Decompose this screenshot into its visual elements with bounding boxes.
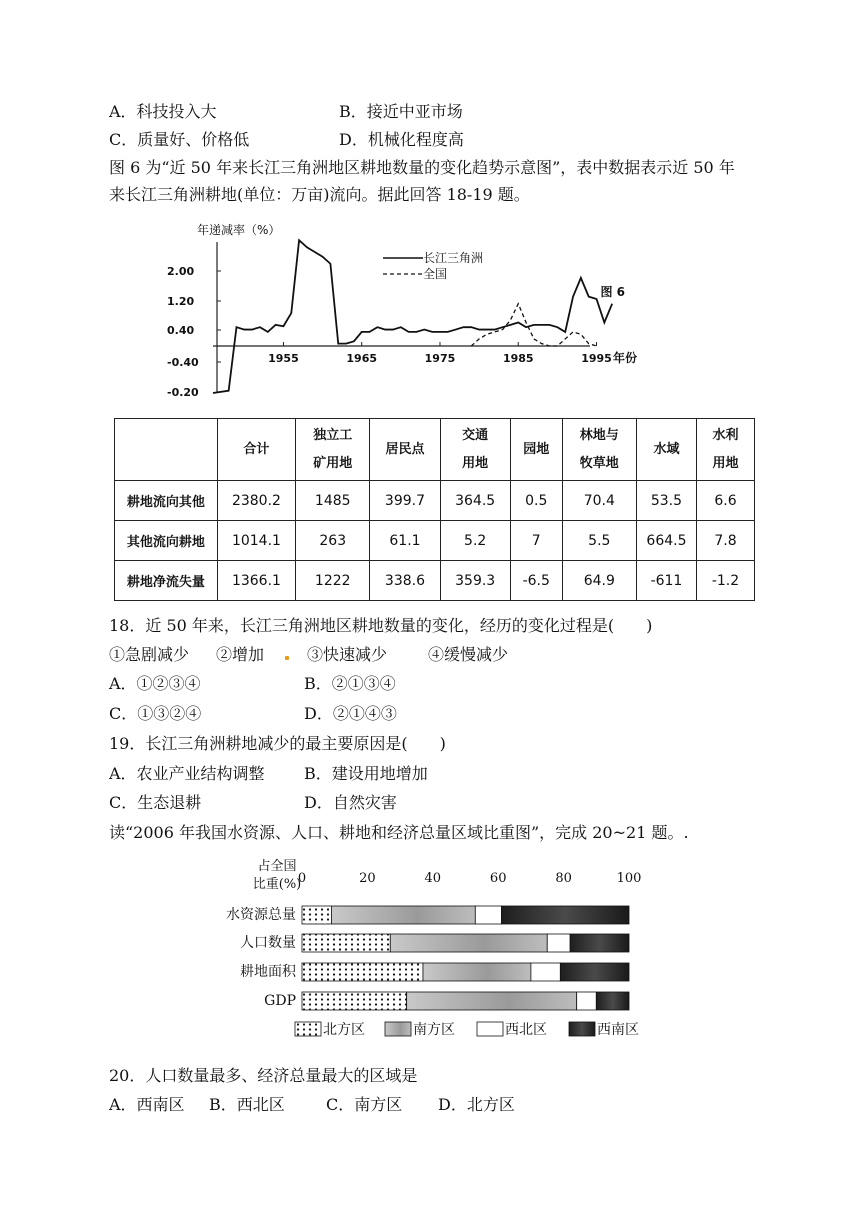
category-label: GDP xyxy=(264,993,296,1009)
y-tick-label: 0.40 xyxy=(167,324,195,337)
legend-swatch-南方区 xyxy=(385,1022,411,1036)
intro-20-21: 读“2006 年我国水资源、人口、耕地和经济总量区域比重图”，完成 20~21 题。. xyxy=(109,823,689,842)
table-header-text: 林地与 xyxy=(579,427,619,443)
series-line-yangtze-delta xyxy=(213,240,612,393)
legend-label-南方区: 南方区 xyxy=(413,1022,455,1038)
axis-title-line-2: 比重(%) xyxy=(252,877,302,892)
bar-segment-南方区 xyxy=(390,934,547,952)
legend-label-yangtze-delta: 长江三角洲 xyxy=(423,251,484,265)
stray-dot xyxy=(285,656,289,660)
table-cell: 664.5 xyxy=(636,521,696,561)
bar-segment-北方区 xyxy=(302,906,331,924)
q18-stem: 18．近 50 年来，长江三角洲地区耕地数量的变化，经历的变化过程是( ) xyxy=(109,616,653,635)
table-cell: 1366.1 xyxy=(217,561,295,601)
x-tick-label: 40 xyxy=(424,871,442,886)
table-cell: -611 xyxy=(636,561,696,601)
q18-item-4: ④缓慢减少 xyxy=(428,645,509,664)
table-header-cell xyxy=(696,419,754,481)
q20-option-d: D．北方区 xyxy=(438,1095,515,1114)
table-header-row xyxy=(115,419,755,481)
table-cell: 359.3 xyxy=(440,561,510,601)
table-header-cell xyxy=(115,419,218,481)
x-tick-label: 80 xyxy=(555,871,572,886)
q17-option-a: A．科技投入大 xyxy=(109,102,217,121)
x-tick-label: 0 xyxy=(297,871,307,886)
cropland-flow-table xyxy=(114,418,755,601)
table-header-text: 园地 xyxy=(523,441,550,457)
legend-label-national: 全国 xyxy=(423,267,448,281)
x-tick-label: 100 xyxy=(616,871,642,886)
table-header-text: 合计 xyxy=(243,441,270,457)
table-header-cell xyxy=(440,419,510,481)
x-tick-label: 1995 xyxy=(581,352,612,365)
table-header-text: 水域 xyxy=(653,441,680,457)
legend-swatch-西北区 xyxy=(477,1022,503,1036)
table-header-text: 交通 xyxy=(462,427,489,443)
q19-stem: 19．长江三角洲耕地减少的最主要原因是( ) xyxy=(109,734,446,753)
bar-segment-西南区 xyxy=(596,992,629,1010)
table-cell: 7.8 xyxy=(696,521,754,561)
q18-option-c: C．①③②④ xyxy=(109,704,202,723)
figure-label: 图 6 xyxy=(600,285,625,299)
bar-segment-西南区 xyxy=(560,963,629,981)
table-cell: 7 xyxy=(510,521,562,561)
q18-item-1: ①急剧减少 xyxy=(109,645,190,664)
table-header-text: 用地 xyxy=(712,455,739,471)
table-cell: 263 xyxy=(296,521,370,561)
y-tick-label: 2.00 xyxy=(167,265,195,278)
category-label: 人口数量 xyxy=(240,935,296,951)
q17-option-d: D．机械化程度高 xyxy=(339,130,464,149)
bar-segment-西北区 xyxy=(577,992,597,1010)
q18-item-3: ③快速减少 xyxy=(307,645,388,664)
q19-option-b: B．建设用地增加 xyxy=(304,764,428,783)
q18-option-d: D．②①④③ xyxy=(304,704,397,723)
table-cell: 338.6 xyxy=(370,561,440,601)
bar-segment-南方区 xyxy=(331,906,475,924)
table-row xyxy=(115,481,755,521)
q20-option-a: A．西南区 xyxy=(109,1095,185,1114)
table-header-cell xyxy=(217,419,295,481)
table-cell: 64.9 xyxy=(562,561,636,601)
intro-18-19-line-1: 图 6 为“近 50 年来长江三角洲地区耕地数量的变化趋势示意图”，表中数据表示近 50 年 xyxy=(109,158,735,177)
x-tick-label: 20 xyxy=(359,871,376,886)
bar-segment-西北区 xyxy=(547,934,570,952)
q20-option-b: B．西北区 xyxy=(209,1095,285,1114)
bar-segment-南方区 xyxy=(423,963,531,981)
legend-label-西南区: 西南区 xyxy=(597,1022,639,1038)
q18-item-2: ②增加 xyxy=(216,645,265,664)
bar-segment-西南区 xyxy=(501,906,629,924)
table-cell: 1485 xyxy=(296,481,370,521)
table-header-text: 矿用地 xyxy=(313,455,353,471)
bar-segment-南方区 xyxy=(407,992,577,1010)
table-cell: 6.6 xyxy=(696,481,754,521)
table-row-label: 耕地流向其他 xyxy=(115,481,218,521)
x-tick-label: 60 xyxy=(489,871,507,886)
legend-label-西北区: 西北区 xyxy=(505,1022,547,1038)
cropland-decline-line-chart xyxy=(165,214,645,404)
legend-swatch-西南区 xyxy=(569,1022,595,1036)
table-cell: 2380.2 xyxy=(217,481,295,521)
bar-segment-北方区 xyxy=(302,934,390,952)
table-cell: 61.1 xyxy=(370,521,440,561)
table-header-cell xyxy=(296,419,370,481)
table-cell: -6.5 xyxy=(510,561,562,601)
table-header-text: 独立工 xyxy=(313,427,353,443)
table-cell: 0.5 xyxy=(510,481,562,521)
table-cell: 364.5 xyxy=(440,481,510,521)
q20-stem: 20．人口数量最多、经济总量最大的区域是 xyxy=(109,1066,418,1085)
q17-option-b: B．接近中亚市场 xyxy=(339,102,463,121)
table-header-text: 用地 xyxy=(462,455,489,471)
x-tick-label: 1955 xyxy=(268,352,299,365)
q20-option-c: C．南方区 xyxy=(326,1095,403,1114)
x-tick-label: 1975 xyxy=(424,352,456,365)
q18-option-b: B．②①③④ xyxy=(304,674,396,693)
table-cell: 53.5 xyxy=(636,481,696,521)
bar-segment-西南区 xyxy=(570,934,629,952)
x-axis-label: 年份 xyxy=(613,351,638,365)
legend-swatch-北方区 xyxy=(295,1022,321,1036)
table-cell: 5.5 xyxy=(562,521,636,561)
table-header-cell xyxy=(636,419,696,481)
bar-segment-西北区 xyxy=(531,963,560,981)
table-header-text: 牧草地 xyxy=(579,455,619,471)
table-header-cell xyxy=(370,419,440,481)
table-cell: 5.2 xyxy=(440,521,510,561)
x-tick-label: 1965 xyxy=(346,352,378,365)
table-header-cell xyxy=(562,419,636,481)
intro-18-19-line-2: 来长江三角洲耕地(单位：万亩)流向。据此回答 18-19 题。 xyxy=(109,185,530,204)
q19-option-c: C．生态退耕 xyxy=(109,793,202,812)
legend-label-北方区: 北方区 xyxy=(323,1022,365,1038)
table-header-text: 水利 xyxy=(712,427,739,443)
category-label: 耕地面积 xyxy=(240,964,296,980)
bar-segment-西北区 xyxy=(475,906,501,924)
table-cell: 70.4 xyxy=(562,481,636,521)
bar-segment-北方区 xyxy=(302,963,423,981)
q19-option-d: D．自然灾害 xyxy=(304,793,397,812)
table-cell: -1.2 xyxy=(696,561,754,601)
bar-segment-北方区 xyxy=(302,992,407,1010)
table-cell: 1222 xyxy=(296,561,370,601)
table-row-label: 耕地净流失量 xyxy=(115,561,218,601)
q17-option-c: C．质量好、价格低 xyxy=(109,130,250,149)
table-row-label: 其他流向耕地 xyxy=(115,521,218,561)
q18-option-a: A．①②③④ xyxy=(109,674,201,693)
table-cell: 399.7 xyxy=(370,481,440,521)
y-tick-label: -0.20 xyxy=(167,386,199,399)
y-axis-label: 年递减率（%） xyxy=(197,223,281,237)
table-header-cell xyxy=(510,419,562,481)
y-tick-label: 1.20 xyxy=(167,295,195,308)
category-label: 水资源总量 xyxy=(226,907,296,923)
q19-option-a: A．农业产业结构调整 xyxy=(109,764,265,783)
x-tick-label: 1985 xyxy=(502,352,534,365)
axis-title-line-1: 占全国 xyxy=(257,859,297,874)
regional-share-bar-chart xyxy=(205,852,655,1042)
table-cell: 1014.1 xyxy=(217,521,295,561)
y-tick-label: -0.40 xyxy=(167,356,199,369)
table-row xyxy=(115,561,755,601)
table-header-text: 居民点 xyxy=(385,441,425,457)
table-row xyxy=(115,521,755,561)
